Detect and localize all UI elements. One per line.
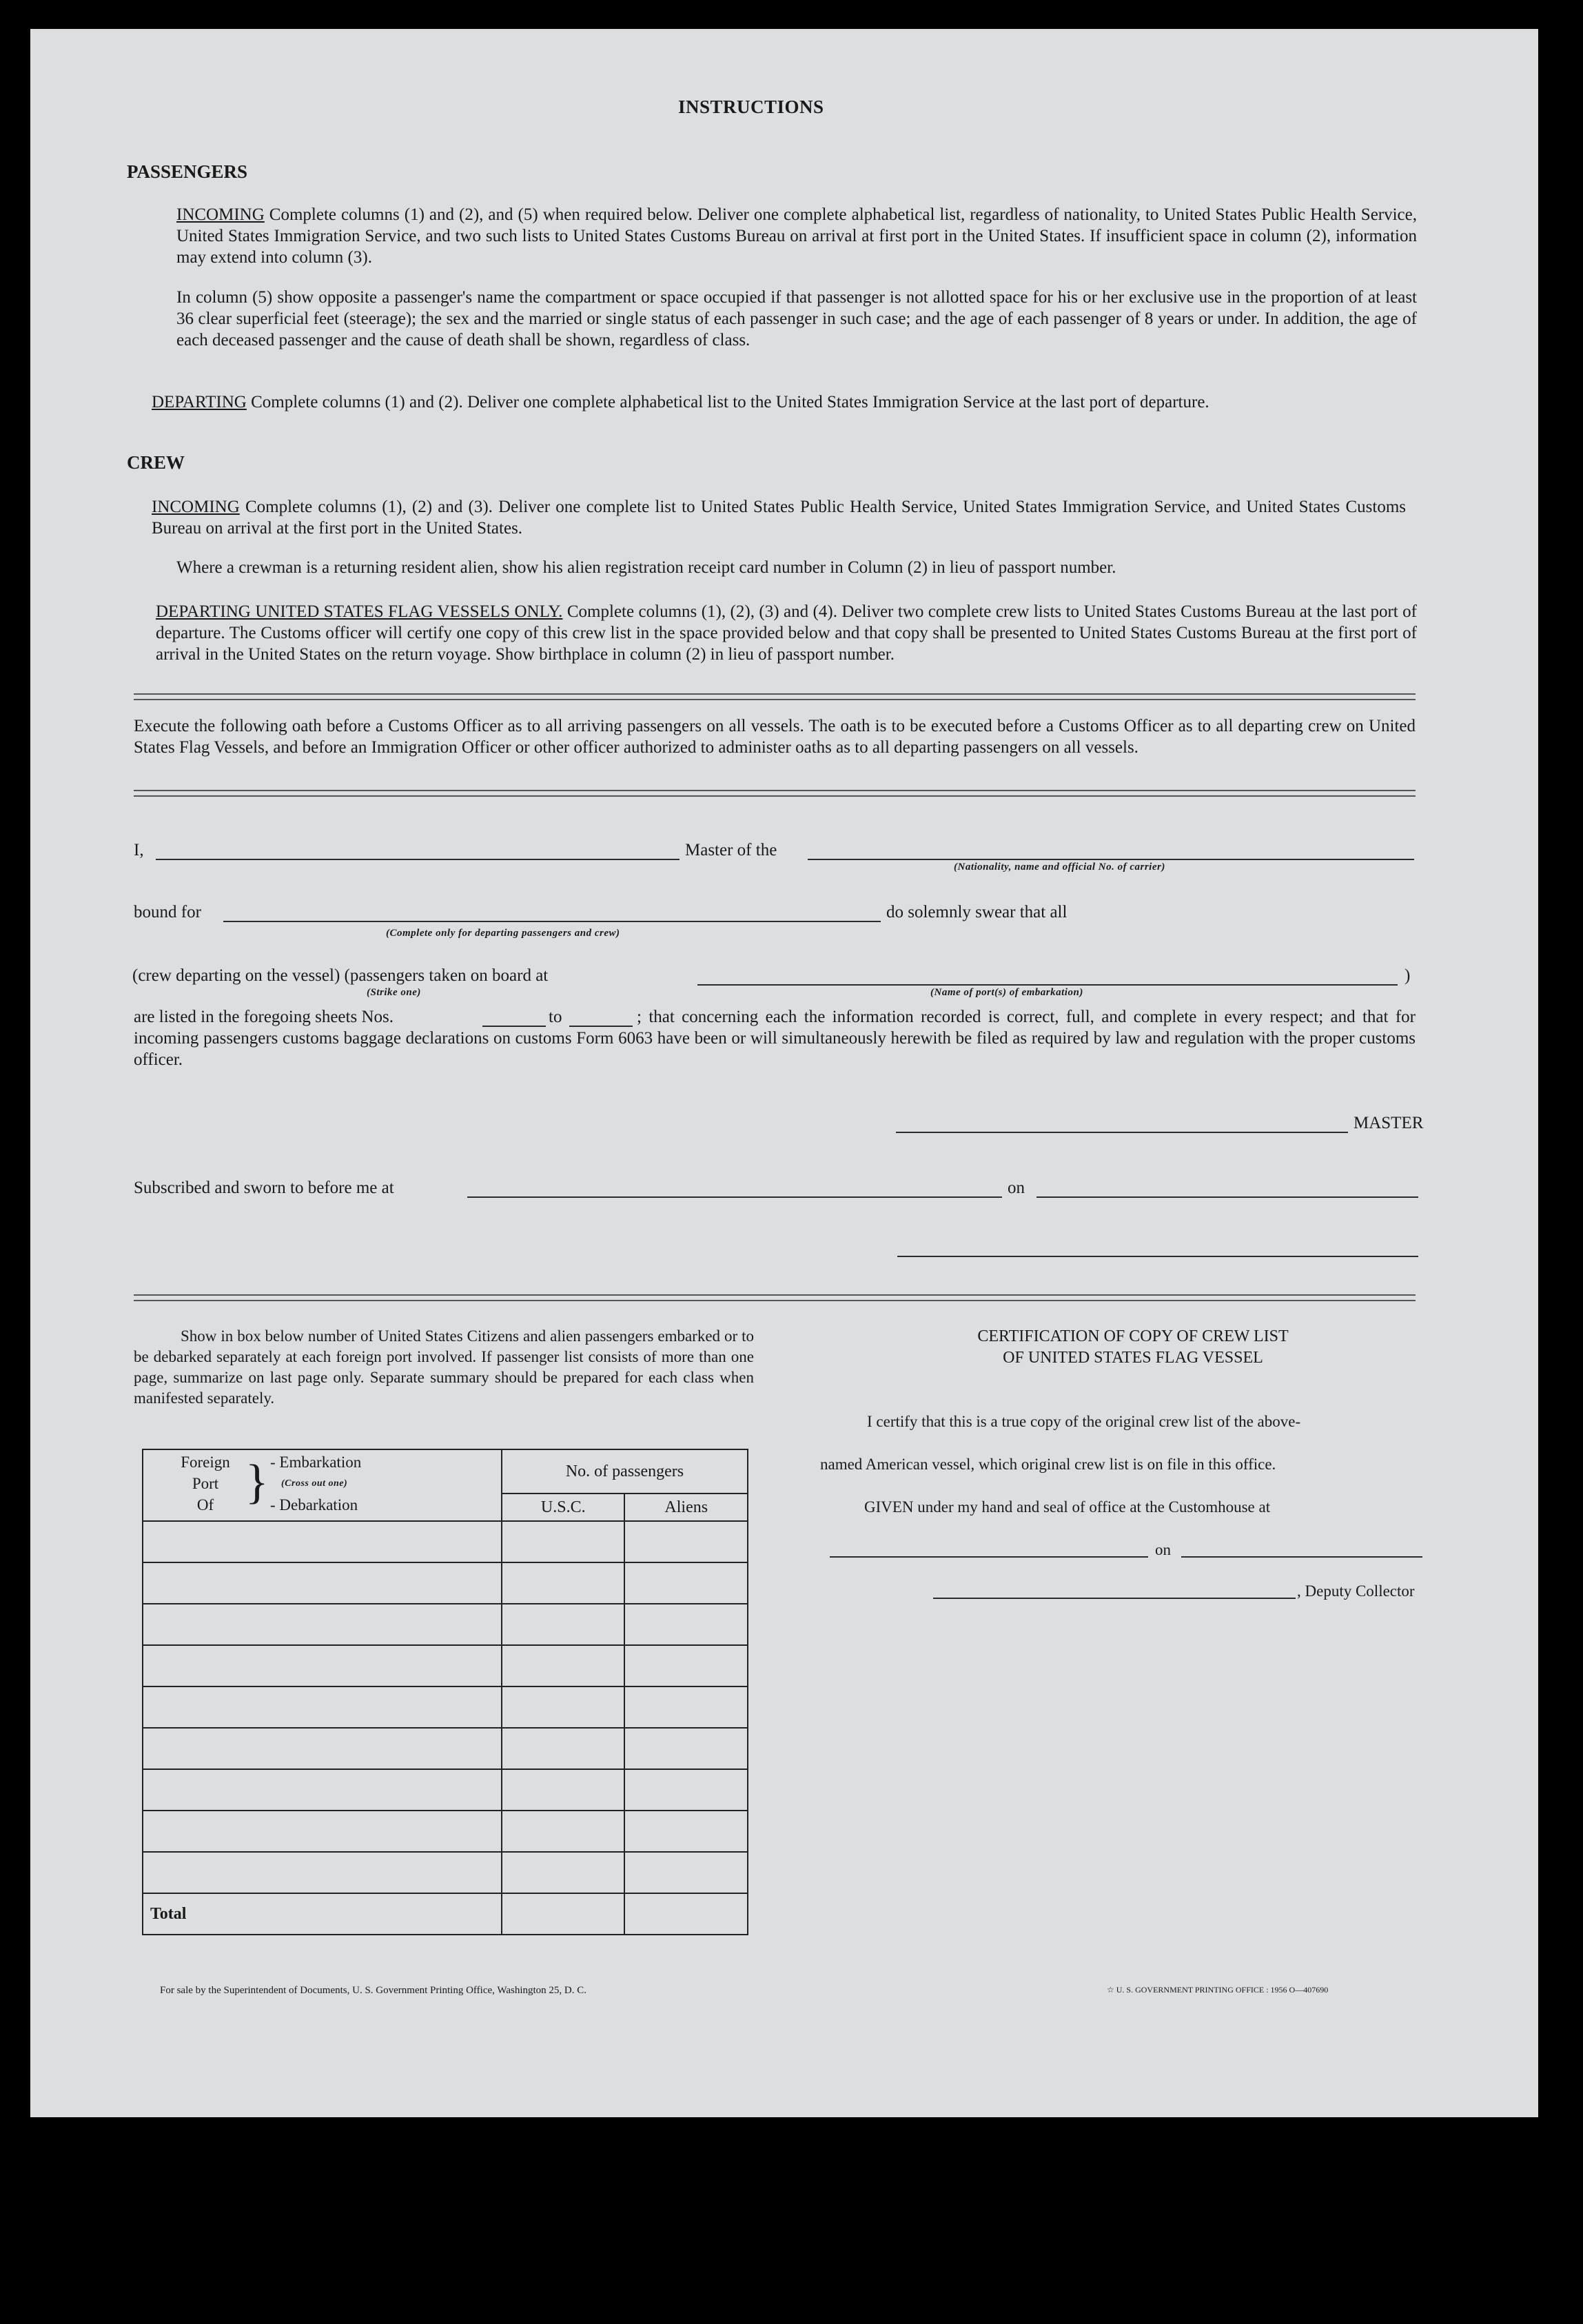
cross-out-caption: (Cross out one): [281, 1478, 348, 1489]
passengers-column5: In column (5) show opposite a passenger's name the compartment or space occupied if that passenger is not allotted space for his or her exclusive use in the proportion of at least 36 clear superficial feet (steerage); the sex and the married or single status of each passenger in such case; and the age of each passenger of 8 years or under. In addition, the age of each deceased passenger and the cause of death shall be shown, regardless of class.: [176, 288, 1417, 349]
port-label: Port: [192, 1475, 219, 1492]
passenger-summary-table: [142, 1449, 748, 1935]
officer-signature-line[interactable]: [897, 1256, 1418, 1257]
brace-icon: }: [245, 1456, 269, 1509]
crew-passengers-text: (crew departing on the vessel) (passengers taken on board at: [132, 966, 549, 985]
certify-on: on: [1155, 1541, 1171, 1558]
table-row: [143, 1521, 748, 1562]
oath-instruction: Execute the following oath before a Customs Officer as to all arriving passengers on all vessels. The oath is to be executed before a Customs Officer as to all departing crew on United States Flag Vessels, and before an Immigration Officer or other officer authorized to administer oaths as to all departing passengers on all vessels.: [134, 717, 1416, 757]
divider: [134, 693, 1416, 700]
nationality-caption: (Nationality, name and official No. of carrier): [954, 862, 1165, 873]
carrier-line[interactable]: [808, 859, 1414, 860]
customhouse-line[interactable]: [830, 1556, 1148, 1558]
crew-departing-text: Complete columns (1), (2), (3) and (4). Deliver two complete crew lists to United States Customs Bureau at the last port of departure. The Customs officer will certify one copy of this crew list in the space provided below and that copy shall be presented to United States Customs Bureau at the first port of arrival in the United States on the return voyage. Show birthplace in column (2) in lieu of passport number.: [156, 602, 1417, 664]
master-name-line[interactable]: [156, 859, 680, 860]
bound-for: bound for: [134, 903, 201, 921]
port-line[interactable]: [697, 984, 1398, 986]
swear-text: do solemnly swear that all: [886, 903, 1068, 921]
listed-prefix: are listed in the foregoing sheets Nos.: [134, 1008, 394, 1026]
of-label: Of: [196, 1496, 214, 1513]
aliens-header: Aliens: [624, 1494, 748, 1521]
deputy-signature-line[interactable]: [933, 1598, 1296, 1599]
passengers-incoming-text: Complete columns (1) and (2), and (5) when required below. Deliver one complete alphabetical list, regardless of nationality, to United States Public Health Service, United States Immigration Service, and two such lists to United States Customs Bureau on arrival at first port in the United States. If insufficient space in column (2), information may extend into column (3).: [176, 205, 1418, 267]
certify-line2: named American vessel, which original crew list is on file in this office.: [820, 1456, 1276, 1473]
deputy-collector-label: , Deputy Collector: [1297, 1582, 1415, 1600]
foreign-label: Foreign: [181, 1454, 230, 1471]
divider: [134, 1294, 1416, 1301]
master-signature-line[interactable]: [896, 1132, 1348, 1133]
crew-departing: [156, 601, 1417, 665]
subscribed-place-line[interactable]: [467, 1196, 1002, 1198]
table-row: [143, 1562, 748, 1604]
close-paren: ): [1405, 966, 1411, 985]
certification-title: [844, 1326, 1422, 1369]
crew-departing-label: DEPARTING UNITED STATES FLAG VESSELS ONLY.: [156, 602, 563, 621]
master-of-the: Master of the: [685, 841, 777, 859]
table-row: [143, 1852, 748, 1893]
table-row: [143, 1728, 748, 1769]
embarkation-label: - Embarkation: [270, 1454, 362, 1471]
foreign-port-header: [143, 1449, 502, 1521]
master-label: MASTER: [1354, 1114, 1424, 1132]
usc-header: U.S.C.: [502, 1494, 625, 1521]
crew-returning: Where a crewman is a returning resident alien, show his alien registration receipt card number in Column (2) in lieu of passport number.: [176, 558, 1116, 577]
strike-caption: (Strike one): [367, 987, 421, 998]
on-label: on: [1008, 1179, 1025, 1197]
to-label: to: [549, 1008, 562, 1026]
subscribed-date-line[interactable]: [1036, 1196, 1418, 1198]
complete-caption: (Complete only for departing passengers and crew): [386, 928, 620, 939]
debarkation-label: - Debarkation: [270, 1496, 358, 1513]
instructions-title: INSTRUCTIONS: [678, 96, 824, 117]
total-label: Total: [143, 1893, 502, 1935]
form-page: [30, 29, 1538, 2117]
certification-title-line2: OF UNITED STATES FLAG VESSEL: [1003, 1349, 1263, 1367]
subscribed-text: Subscribed and sworn to before me at: [134, 1179, 394, 1197]
crew-incoming-label: INCOMING: [152, 498, 240, 516]
summary-text: Show in box below number of United States Citizens and alien passengers embarked or to be debarked separately at each foreign port involved. If passenger list consists of more than one page, summarize on last page only. Separate summary should be prepared for each class when manifested separately.: [134, 1327, 754, 1407]
oath-i: I,: [134, 841, 144, 859]
footer-left: For sale by the Superintendent of Documents, U. S. Government Printing Office, Washington 25, D. C.: [160, 1985, 586, 1996]
incoming-label: INCOMING: [176, 205, 265, 224]
listed-suffix: ; that concerning each the information recorded is correct, full, and complete in every respect; and that for incoming passengers customs baggage declarations on customs Form 6063 have been or will simultaneously herewith be filed as required by law and regulation with the proper customs officer.: [134, 1008, 1416, 1069]
crew-heading: CREW: [127, 452, 185, 473]
table-row: [143, 1686, 748, 1728]
table-row: [143, 1604, 748, 1645]
table-row: [143, 1811, 748, 1852]
no-passengers-header: No. of passengers: [502, 1449, 748, 1494]
crew-incoming: [152, 496, 1406, 539]
total-row: [143, 1893, 748, 1935]
footer-right: ☆ U. S. GOVERNMENT PRINTING OFFICE : 1956 O—407690: [1107, 1985, 1329, 1995]
passengers-departing: [152, 391, 1417, 413]
bound-for-line[interactable]: [223, 921, 881, 922]
departing-label: DEPARTING: [152, 393, 247, 411]
table-row: [143, 1645, 748, 1686]
divider: [134, 790, 1416, 797]
certification-title-line1: CERTIFICATION OF COPY OF CREW LIST: [977, 1327, 1289, 1345]
certify-line1: I certify that this is a true copy of the original crew list of the above-: [867, 1413, 1301, 1430]
passengers-incoming: [176, 204, 1417, 268]
port-caption: (Name of port(s) of embarkation): [930, 987, 1083, 998]
certify-date-line[interactable]: [1181, 1556, 1422, 1558]
passengers-heading: PASSENGERS: [127, 161, 248, 182]
crew-incoming-text: Complete columns (1), (2) and (3). Deliver one complete list to United States Public Health Service, United States Immigration Service, and United States Customs Bureau on arrival at the first port in the United States.: [152, 498, 1407, 538]
certify-line3: GIVEN under my hand and seal of office at the Customhouse at: [864, 1498, 1271, 1516]
passengers-departing-text: Complete columns (1) and (2). Deliver one complete alphabetical list to the United States Immigration Service at the last port of departure.: [251, 393, 1209, 411]
table-row: [143, 1769, 748, 1811]
